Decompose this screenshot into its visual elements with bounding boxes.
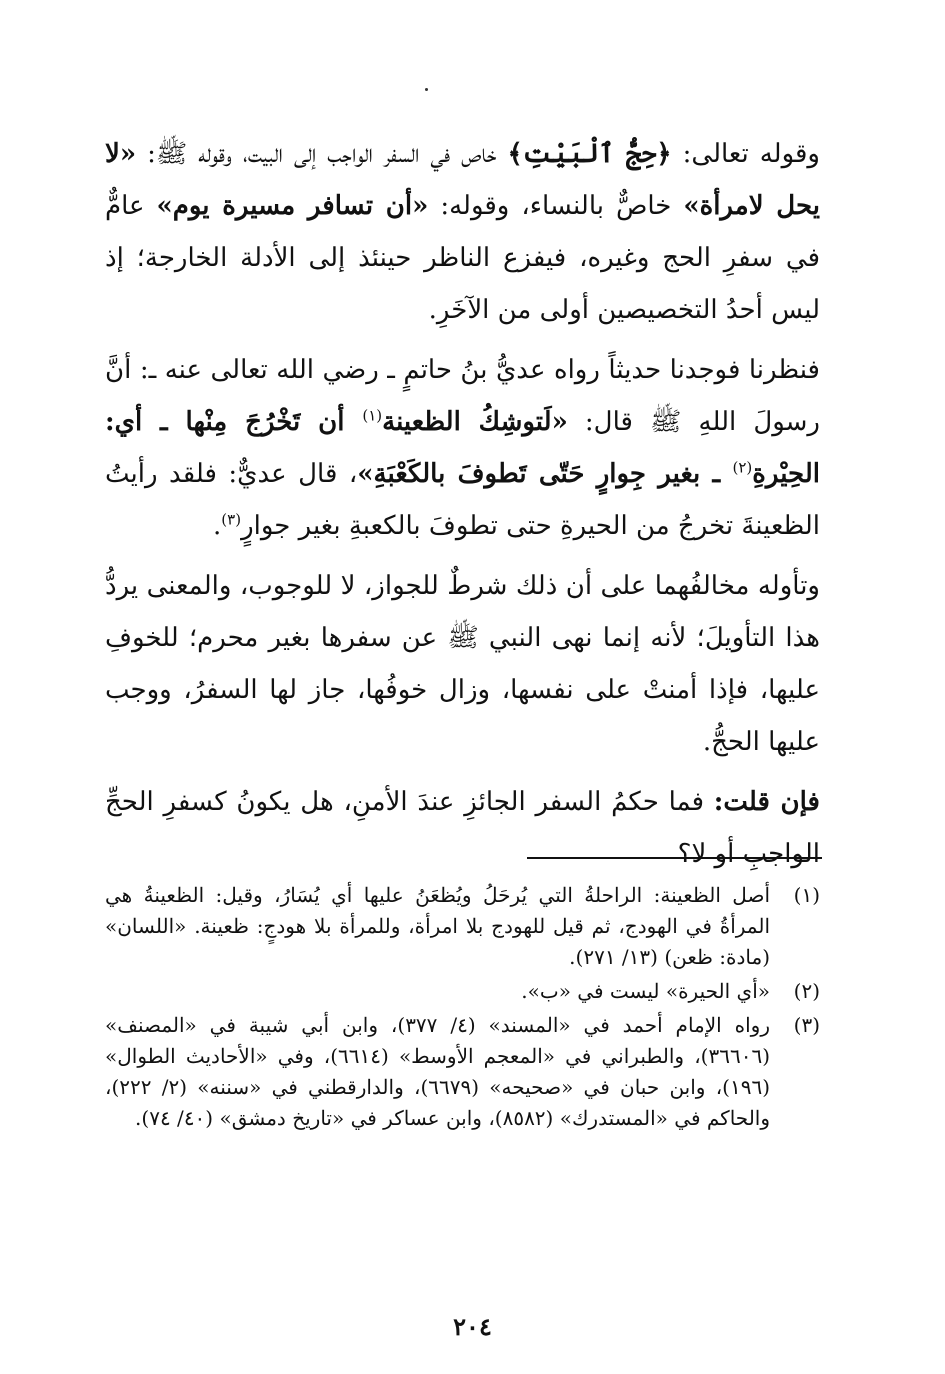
text-segment: خاصٌّ بالنساء، وقوله: [428,191,684,221]
footnote-text: «أي الحيرة» ليست في «ب». [521,979,770,1003]
main-text [105,128,820,888]
text-segment: فما حكمُ السفر الجائزِ عندَ الأمنِ، هل يكونُ كسفرِ الحجِّ الواجبِ أو لا؟ [105,787,820,869]
hadith-quote: «لا يحل لامرأة» [105,139,820,221]
footnotes [105,880,820,1137]
text-segment: وتأوله مخالفُهما على أن ذلك شرطٌ للجواز، لا للوجوب، والمعنى يردُّ هذا التأويلَ؛ لأنه إنما نهى النبي ﷺ عن سفرها بغير محرم؛ للخوفِ عليها، فإذا أمنتْ على نفسها، وزال خوفُها، جاز لها السفرُ، ووجب عليها الحجُّ. [105,571,820,757]
footnote [105,1010,820,1134]
hadith-quote: أن تَخْرُجَ مِنْها ـ أي: الحِيْرةِ [105,407,820,489]
text-segment: وقوله تعالى: [671,139,820,169]
footnote-ref: (٢) [732,458,753,477]
footnote-number: (٢) [793,979,820,1003]
text-segment: ، قال عديٌّ: فلقد رأيتُ الظعينةَ تخرجُ من الحيرةِ حتى تطوفَ بالكعبةِ بغير جوارٍ [105,459,820,541]
footnote [105,880,820,973]
paragraph-3 [105,560,820,768]
footnote-separator [527,857,822,859]
footnote-ref: (٣) [221,510,242,529]
hadith-quote: «لَتوشِكُ الظعينة [382,407,568,437]
text-segment: عامٌّ في سفرِ الحج وغيره، فيفزع الناظر حينئذ إلى الأدلة الخارجة؛ إذ ليس أحدُ التخصيصين أولى من الآخَرِ. [105,191,820,325]
hadith-quote: ـ بغير جِوارٍ حَتّى تَطوفَ بالكَعْبَةِ» [357,459,733,489]
paragraph-1 [105,128,820,336]
quran-quote: ﴿حِجُّ ٱلْبَيْتِ﴾ [507,139,672,169]
footnote [105,976,820,1007]
paragraph-2 [105,344,820,552]
page-number: ٢٠٤ [453,1312,492,1341]
footnote-ref: (١) [362,406,383,425]
text-segment: خاص في السفر الواجب إلى البيت، وقوله ﷺ: [136,139,508,169]
question-lead: فإن قلت: [713,787,820,817]
footnote-text: أصل الظعينة: الراحلةُ التي يُرحَلُ ويُظعَنُ عليها أي يُسَارُ، وقيل: الظعينةُ هي المرأةُ في الهودج، ثم قيل للهودج بلا امرأة، وللمرأة بلا هودجٍ: ظعينة. «اللسان» (مادة: ظعن) (١٣/ ٢٧١). [105,883,770,969]
footnote-text: رواه الإمام أحمد في «المسند» (٤/ ٣٧٧)، وابن أبي شيبة في «المصنف» (٣٦٦٠٦)، والطبراني في «المعجم الأوسط» (٦٦١٤)، وفي «الأحاديث الطوال» (١٩٦)، وابن حبان في «صحيحه» (٦٦٧٩)، والدارقطني في «سننه» (٢/ ٢٢٢)، والحاكم في «المستدرك» (٨٥٨٢)، وابن عساكر في «تاريخ دمشق» (٤٠/ ٧٤). [105,1013,771,1130]
page-speck [425,88,428,91]
footnote-number: (١) [793,883,820,907]
hadith-quote: «أن تسافر مسيرة يوم» [156,191,429,221]
footnote-number: (٣) [793,1013,820,1037]
text-segment: فنظرنا فوجدنا حديثاً رواه عديُّ بنُ حاتمٍ ـ رضي الله تعالى عنه ـ: أنَّ رسولَ اللهِ ﷺ قال: [105,355,820,437]
text-segment: . [213,511,222,541]
paragraph-4 [105,776,820,880]
